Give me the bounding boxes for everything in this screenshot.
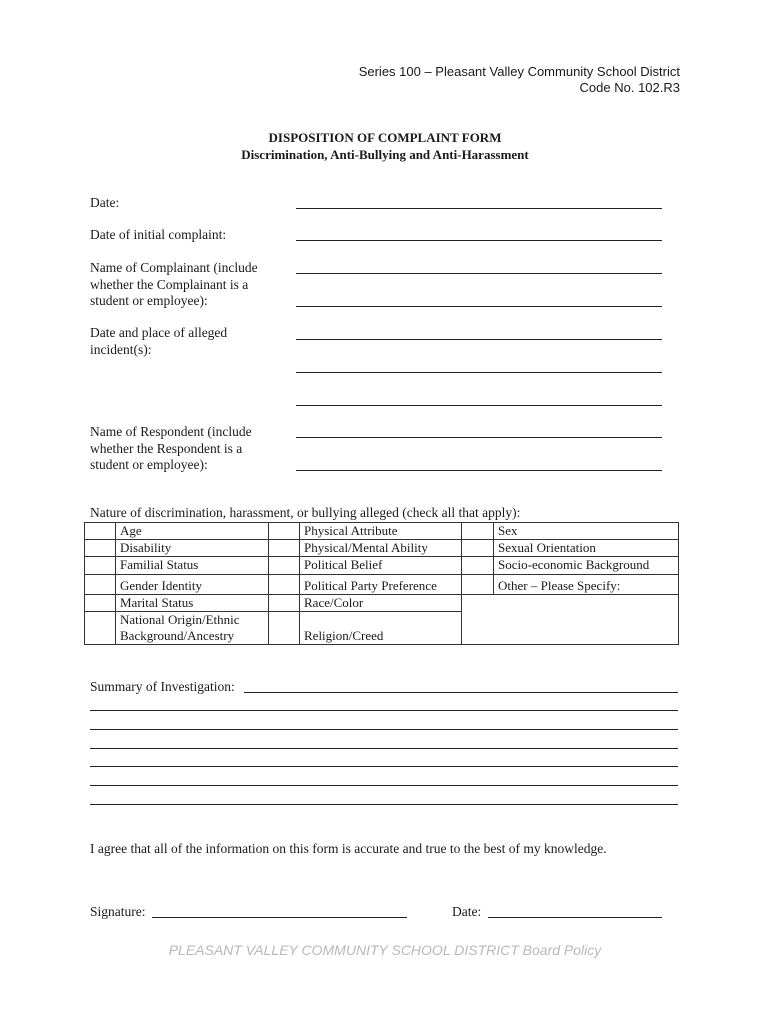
incident-line-2[interactable] — [296, 372, 662, 373]
date-label: Date: — [90, 195, 120, 210]
initial-complaint-label: Date of initial complaint: — [90, 227, 227, 242]
checkbox-disability[interactable] — [85, 540, 116, 557]
respondent-line-2[interactable] — [296, 470, 662, 471]
signature-date-line[interactable] — [488, 917, 662, 918]
respondent-label: Name of Respondent (include whether the Respondent is a student or employee): — [90, 424, 252, 472]
checkbox-sexual-orientation[interactable] — [462, 540, 494, 557]
checkbox-race-color[interactable] — [269, 595, 300, 612]
table-row — [85, 575, 679, 595]
option-familial-status: Familial Status — [116, 557, 269, 575]
checkbox-sex[interactable] — [462, 523, 494, 540]
form-subtitle: Discrimination, Anti-Bullying and Anti-Harassment — [241, 147, 529, 162]
checkbox-age[interactable] — [85, 523, 116, 540]
other-specify-area[interactable] — [462, 595, 679, 645]
option-sexual-orientation: Sexual Orientation — [494, 540, 679, 557]
agreement-statement: I agree that all of the information on this form is accurate and true to the best of my knowledge. — [90, 841, 607, 856]
form-title: DISPOSITION OF COMPLAINT FORM — [268, 130, 502, 145]
complainant-label: Name of Complainant (include whether the Complainant is a student or employee): — [90, 260, 258, 308]
respondent-line-1[interactable] — [296, 437, 662, 438]
summary-line-0[interactable] — [244, 692, 678, 693]
summary-line-5[interactable] — [90, 785, 678, 786]
checkbox-political-party[interactable] — [269, 575, 300, 595]
nature-checklist-table — [84, 522, 679, 645]
option-physical-attribute: Physical Attribute — [300, 523, 462, 540]
code-number: Code No. 102.R3 — [579, 80, 680, 95]
series-header: Series 100 – Pleasant Valley Community School District — [358, 64, 680, 79]
date-line[interactable] — [296, 208, 662, 209]
summary-line-4[interactable] — [90, 766, 678, 767]
checkbox-political-belief[interactable] — [269, 557, 300, 575]
checkbox-national-origin[interactable] — [85, 612, 116, 645]
option-national-origin: National Origin/Ethnic Background/Ancestry — [116, 612, 269, 645]
checkbox-marital-status[interactable] — [85, 595, 116, 612]
summary-line-6[interactable] — [90, 804, 678, 805]
option-marital-status: Marital Status — [116, 595, 269, 612]
checkbox-socio-economic[interactable] — [462, 557, 494, 575]
option-gender-identity: Gender Identity — [116, 575, 269, 595]
signature-label: Signature: — [90, 904, 146, 919]
board-policy-footer: PLEASANT VALLEY COMMUNITY SCHOOL DISTRICT Board Policy — [168, 942, 602, 958]
table-row — [85, 557, 679, 575]
option-political-belief: Political Belief — [300, 557, 462, 575]
option-race-color: Race/Color — [300, 595, 462, 612]
option-sex: Sex — [494, 523, 679, 540]
summary-line-1[interactable] — [90, 710, 678, 711]
complainant-line-2[interactable] — [296, 306, 662, 307]
table-row — [85, 595, 679, 612]
checkbox-gender-identity[interactable] — [85, 575, 116, 595]
checkbox-physical-attribute[interactable] — [269, 523, 300, 540]
checkbox-familial-status[interactable] — [85, 557, 116, 575]
option-religion-creed: Religion/Creed — [300, 612, 462, 645]
option-other: Other – Please Specify: — [494, 575, 679, 595]
summary-line-2[interactable] — [90, 729, 678, 730]
option-age: Age — [116, 523, 269, 540]
table-row — [85, 523, 679, 540]
option-physical-mental-ability: Physical/Mental Ability — [300, 540, 462, 557]
nature-prompt: Nature of discrimination, harassment, or bullying alleged (check all that apply): — [90, 505, 521, 520]
option-disability: Disability — [116, 540, 269, 557]
incident-line-1[interactable] — [296, 339, 662, 340]
summary-line-3[interactable] — [90, 748, 678, 749]
option-socio-economic: Socio-economic Background — [494, 557, 679, 575]
signature-date-label: Date: — [452, 904, 482, 919]
complainant-line-1[interactable] — [296, 273, 662, 274]
initial-complaint-line[interactable] — [296, 240, 662, 241]
table-row — [85, 540, 679, 557]
checkbox-other[interactable] — [462, 575, 494, 595]
incident-line-3[interactable] — [296, 405, 662, 406]
checkbox-physical-mental-ability[interactable] — [269, 540, 300, 557]
incident-label: Date and place of alleged incident(s): — [90, 325, 228, 357]
option-political-party: Political Party Preference — [300, 575, 462, 595]
signature-line[interactable] — [152, 917, 407, 918]
summary-label: Summary of Investigation: — [90, 679, 235, 694]
checkbox-religion-creed[interactable] — [269, 612, 300, 645]
